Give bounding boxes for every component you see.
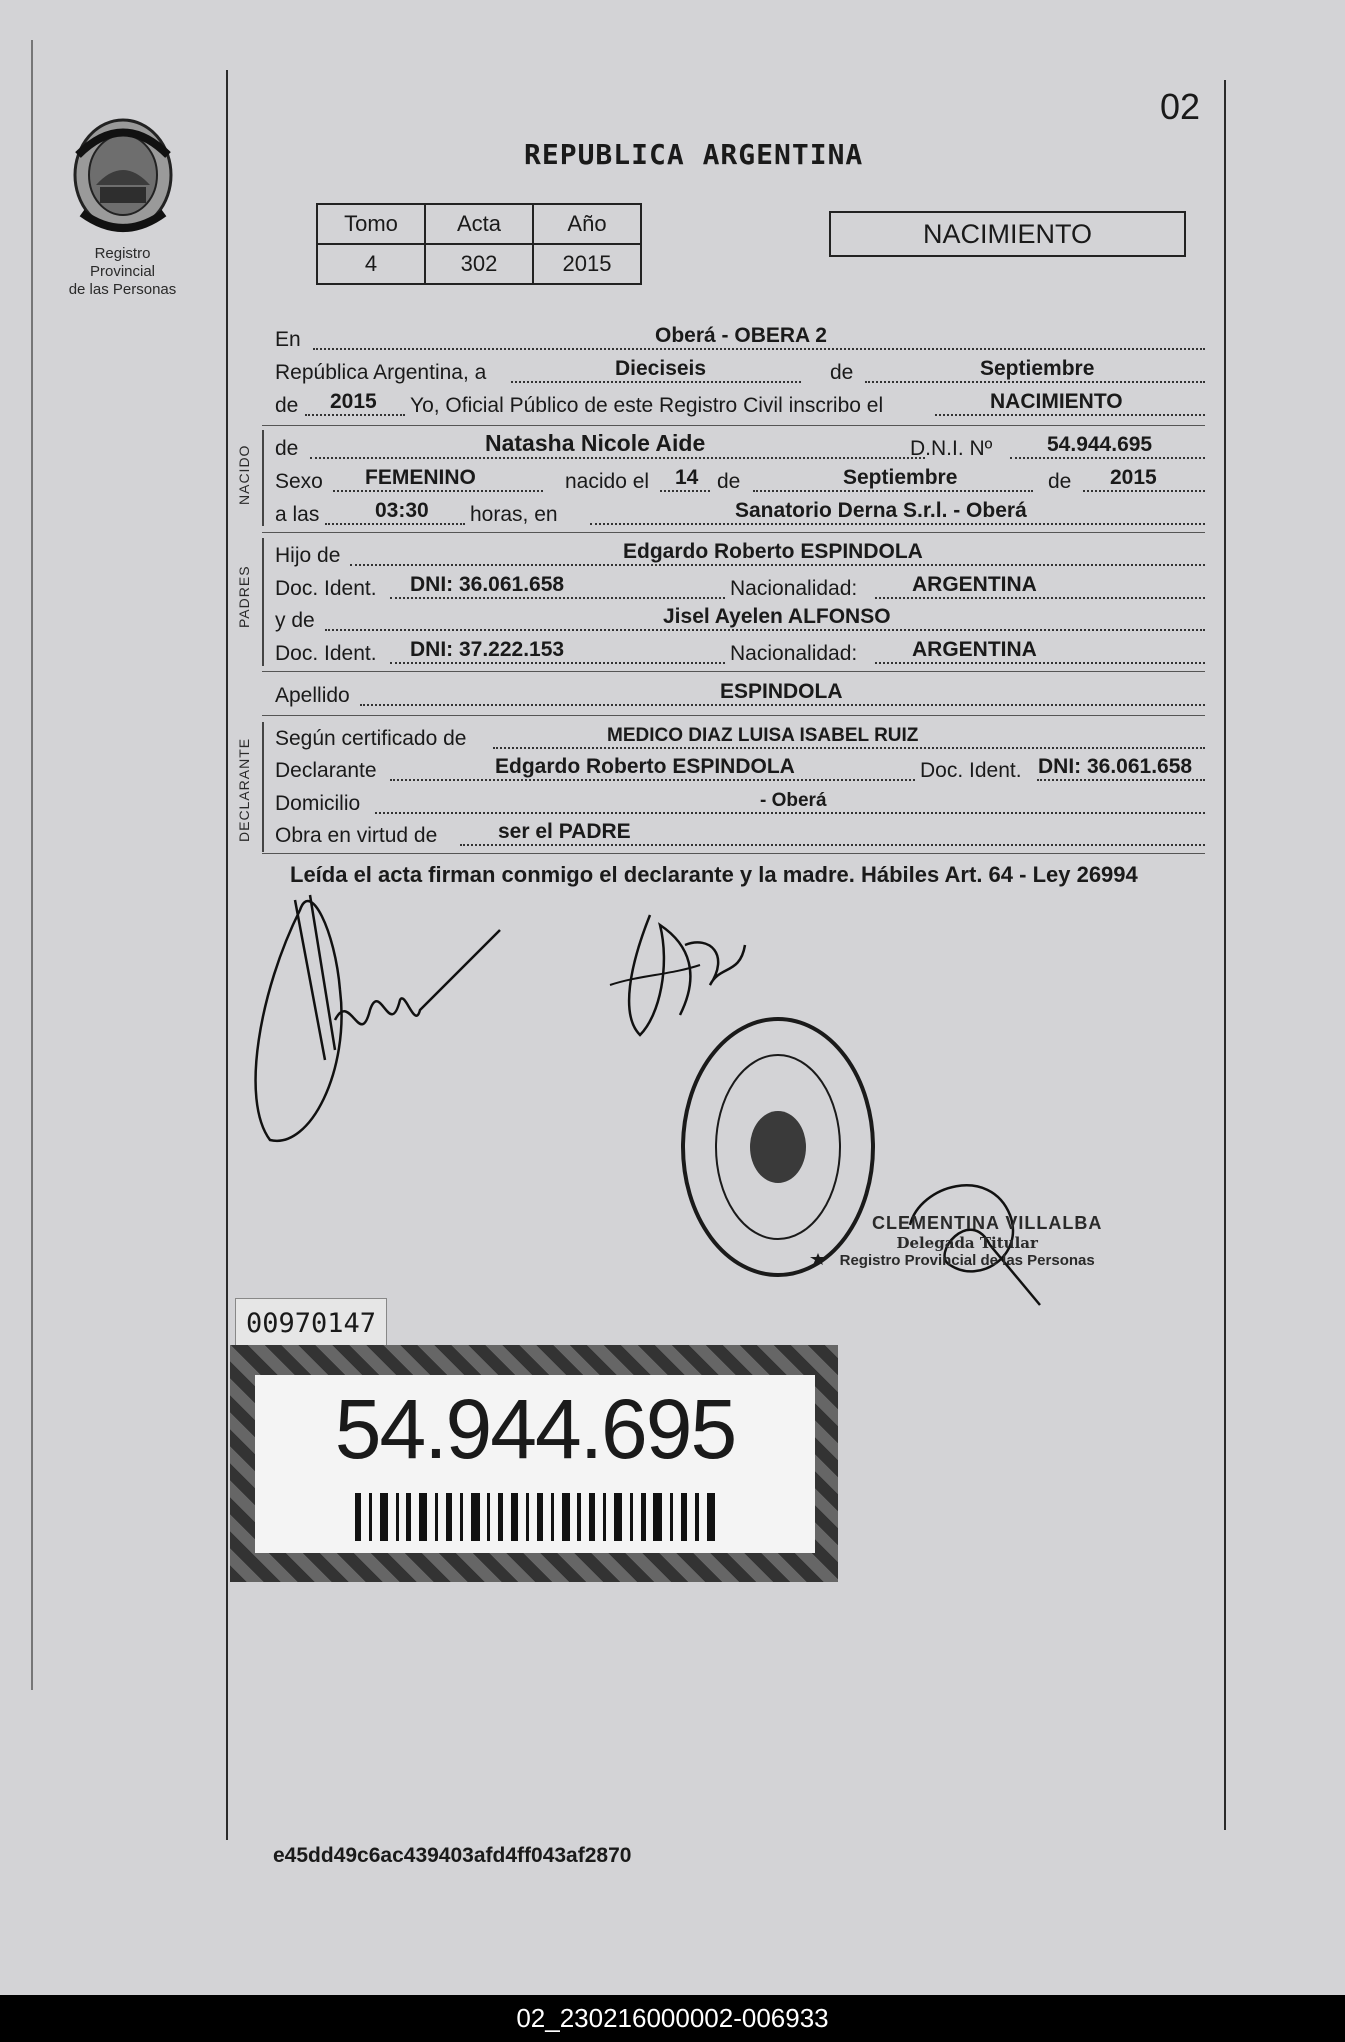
value-certificate: MEDICO DIAZ LUISA ISABEL RUIZ [607,725,919,746]
value-day: Dieciseis [615,357,707,380]
line-mother-doc [275,636,1205,668]
label-sexo: Sexo [275,470,323,493]
line-place [275,322,1205,354]
label-republica: República Argentina, a [275,361,487,384]
document-hash: e45dd49c6ac439403afd4ff043af2870 [273,1844,632,1867]
value-father-doc: DNI: 36.061.658 [410,573,565,596]
line-time-place [275,497,1205,529]
value-mother-nationality: ARGENTINA [912,638,1037,661]
value-birth-place: Sanatorio Derna S.r.l. - Oberá [735,499,1027,522]
value-birth-day: 14 [675,466,699,489]
barcode-icon [355,1493,715,1541]
line-surname [275,678,1205,710]
line-mother [275,603,1205,635]
registry-logo [60,115,185,299]
value-birth-time: 03:30 [375,499,429,522]
line-declarant [275,753,1205,785]
line-child-name [275,431,1205,463]
logo-caption-line-2: de las Personas [68,281,177,298]
value-capacity: ser el PADRE [498,820,631,843]
official-title: Delegada Titular [896,1234,1038,1252]
label-de-year: de [275,394,299,417]
label-de-name: de [275,437,299,460]
label-doc-mother: Doc. Ident. [275,642,377,665]
province-emblem-icon [68,115,178,240]
official-office: Registro Provincial de las Personas [839,1252,1095,1269]
value-birth-year: 2015 [1110,466,1157,489]
side-label-padres: PADRES [236,565,252,628]
value-father-name: Edgardo Roberto ESPINDOLA [623,540,923,563]
label-de-birth-year: de [1048,470,1072,493]
declarant-signature [240,870,510,1150]
label-a-las: a las [275,503,320,526]
label-apellido: Apellido [275,684,350,707]
value-month: Septiembre [980,357,1095,380]
content-margin-rule [226,70,228,1840]
line-capacity [275,818,1205,850]
line-address [275,786,1205,818]
country-title: REPUBLICA ARGENTINA [524,138,864,171]
label-nacionalidad-father: Nacionalidad: [730,577,858,600]
label-official: Yo, Oficial Público de este Registro Civil inscribo el [410,394,884,417]
label-doc-ident-declarant: Doc. Ident. [920,759,1022,782]
label-segun: Según certificado de [275,727,467,750]
value-child-name: Natasha Nicole Aide [485,430,706,456]
label-obra: Obra en virtud de [275,824,438,847]
value-act-registered: NACIMIENTO [990,390,1123,413]
register-header-anio: Año [533,204,641,244]
official-name: CLEMENTINA VILLALBA [872,1213,1103,1233]
label-doc-father: Doc. Ident. [275,577,377,600]
value-address: - Oberá [760,790,827,811]
value-father-nationality: ARGENTINA [912,573,1037,596]
register-table [316,203,642,285]
value-declarant-doc: DNI: 36.061.658 [1038,755,1193,778]
value-surname: ESPINDOLA [720,680,843,703]
value-birth-month: Septiembre [843,466,958,489]
left-margin-rule [31,40,33,1690]
right-margin-rule [1224,80,1226,1830]
footer-file-id: 02_230216000002-006933 [0,1995,1345,2042]
sticker-id-number: 54.944.695 [334,1382,736,1476]
label-hijo-de: Hijo de [275,544,341,567]
value-mother-doc: DNI: 37.222.153 [410,638,565,661]
value-year: 2015 [330,390,377,413]
side-label-nacido: NACIDO [236,444,252,505]
label-declarante: Declarante [275,759,377,782]
label-de-birth-month: de [717,470,741,493]
line-father-doc [275,571,1205,603]
value-declarant: Edgardo Roberto ESPINDOLA [495,755,795,778]
page-number: 02 [1160,86,1201,127]
logo-caption-line-1: Registro Provincial [89,245,156,280]
value-mother-name: Jisel Ayelen ALFONSO [663,605,891,628]
value-sex: FEMENINO [365,466,476,489]
register-value-tomo: 4 [317,244,425,284]
closing-statement: Leída el acta firman conmigo el declarante y la madre. Hábiles Art. 64 - Ley 26994 [290,862,1138,887]
line-sex-birth [275,464,1205,496]
label-horas: horas, en [470,503,558,526]
line-date [275,355,1205,387]
label-y-de: y de [275,609,315,632]
id-barcode-sticker [230,1345,838,1582]
serial-number-label: 00970147 [235,1298,387,1350]
value-place: Oberá - OBERA 2 [655,324,827,347]
register-value-acta: 302 [425,244,533,284]
label-domicilio: Domicilio [275,792,361,815]
line-year-official [275,388,1205,420]
side-label-declarante: DECLARANTE [236,737,252,842]
official-stamp-block [839,1213,1103,1269]
value-child-dni: 54.944.695 [1047,433,1153,456]
register-value-anio: 2015 [533,244,641,284]
act-type-box: NACIMIENTO [829,211,1186,257]
label-nacido-el: nacido el [565,470,650,493]
label-dni: D.N.I. Nº [910,437,993,460]
label-de-month: de [830,361,854,384]
line-father [275,538,1205,570]
label-nacionalidad-mother: Nacionalidad: [730,642,858,665]
register-header-tomo: Tomo [317,204,425,244]
label-en: En [275,328,301,351]
line-certificate [275,721,1205,753]
register-header-acta: Acta [425,204,533,244]
